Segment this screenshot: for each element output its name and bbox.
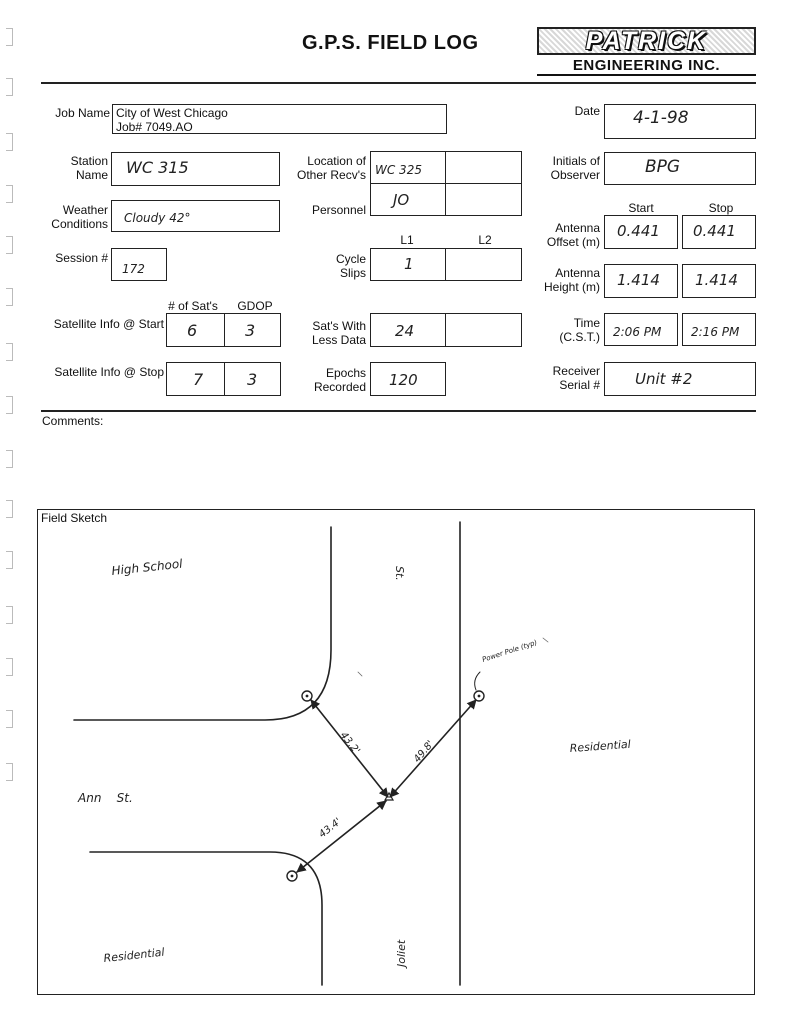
antenna-offset-start-field[interactable]: 0.441 [604,215,678,249]
date-label: Date [574,104,600,118]
station-name-label: Station Name [70,154,108,182]
gdop-column-header: GDOP [237,299,273,313]
cycle-slips-l1-field[interactable]: 1 [370,248,446,281]
epochs-label: Epochs Recorded [313,366,366,394]
sat-stop-count-field[interactable]: 7 [166,362,225,396]
antenna-height-stop-field[interactable]: 1.414 [682,264,756,298]
faint-mark [358,672,362,676]
receiver-serial-label: Receiver Serial # [552,364,600,392]
label-residential-right: Residential [569,737,632,755]
location-label: Location of Other Recv's [297,154,366,182]
sat-start-count-field[interactable]: 6 [166,313,225,347]
page-title: G.P.S. FIELD LOG [302,32,479,54]
time-stop-field[interactable]: 2:16 PM [682,313,756,346]
sat-info-start-label: Satellite Info @ Start [53,317,164,331]
antenna-height-label: Antenna Height (m) [543,266,600,294]
job-name-value-line2: Job# 7049.AO [116,120,193,134]
label-joliet: Joliet [395,939,408,967]
label-ann-st: Ann St. [78,791,133,805]
session-label: Session # [55,251,108,265]
weather-label: Weather Conditions [51,203,108,231]
weather-field[interactable]: Cloudy 42° [111,200,280,232]
sat-stop-gdop-field[interactable]: 3 [224,362,281,396]
dimension-line-ll [297,801,386,872]
stop-column-header: Stop [708,201,734,215]
start-column-header: Start [628,201,654,215]
curb-lower-left [90,852,322,985]
label-power-pole: Power Pole (typ) [481,638,539,664]
cycle-slips-label: Cycle Slips [335,252,366,280]
location-l1-field[interactable]: WC 325 [370,151,446,184]
epochs-field[interactable]: 120 [370,362,446,396]
logo-wordmark: PATRICK [537,27,756,55]
personnel-label: Personnel [311,203,366,217]
time-label: Time (C.S.T.) [559,316,600,344]
curb-upper-left [74,527,331,720]
label-distance-ul: 43.2' [337,730,362,757]
job-name-value-line1: City of West Chicago [116,106,228,120]
initials-field[interactable]: BPG [604,152,756,185]
personnel-l1-field[interactable]: JO [370,183,446,216]
logo-subtitle: ENGINEERING INC. [537,57,756,76]
antenna-offset-label: Antenna Offset (m) [546,221,600,249]
sats-less-l1-field[interactable]: 24 [370,313,446,347]
label-st-top: St. [393,566,406,581]
date-field[interactable]: 4-1-98 [604,104,756,139]
initials-label: Initials of Observer [550,154,600,182]
faint-mark [543,638,548,642]
antenna-offset-stop-field[interactable]: 0.441 [682,215,756,249]
job-name-label: Job Name [55,106,110,120]
label-high-school: High School [110,556,184,578]
sat-start-gdop-field[interactable]: 3 [224,313,281,347]
power-pole-leader [475,672,480,690]
time-start-field[interactable]: 2:06 PM [604,313,678,346]
sat-info-stop-label: Satellite Info @ Stop [54,365,164,379]
receiver-serial-field[interactable]: Unit #2 [604,362,756,396]
l1-column-header: L1 [400,233,414,247]
antenna-height-start-field[interactable]: 1.414 [604,264,678,298]
field-sketch-label: Field Sketch [41,511,108,525]
num-sats-column-header: # of Sat's [168,299,218,313]
session-field[interactable]: 172 [111,248,167,281]
label-distance-ur: 49.8' [411,738,437,765]
label-distance-ll: 43.4' [317,816,344,841]
label-residential-bottom: Residential [102,945,166,965]
l2-column-header: L2 [478,233,492,247]
station-name-field[interactable]: WC 315 [111,152,280,186]
sats-less-data-label: Sat's With Less Data [311,319,366,347]
comments-label: Comments: [42,414,104,428]
